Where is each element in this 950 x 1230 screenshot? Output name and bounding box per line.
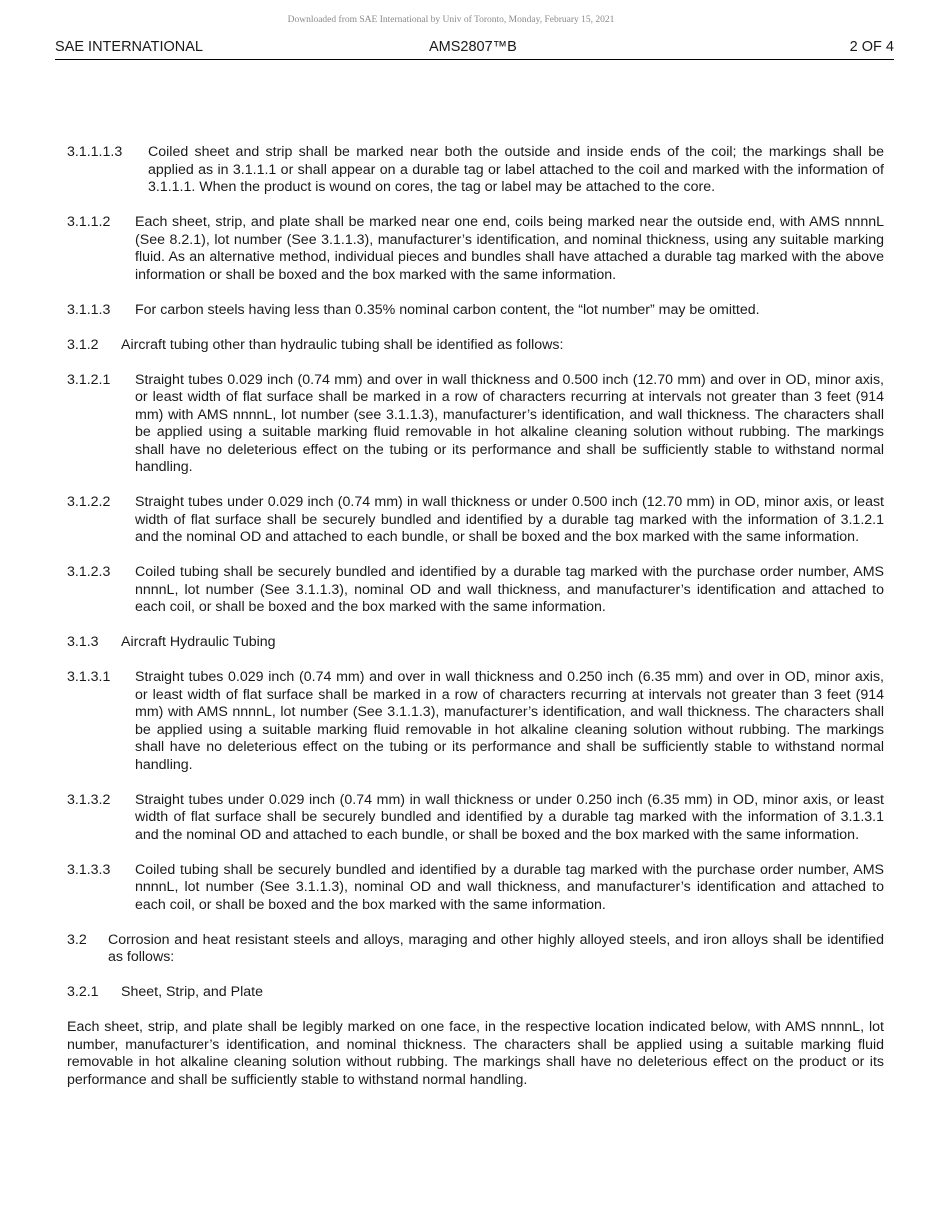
section-3-1-2-2 [67,494,884,547]
section-3-1-3-2 [67,792,884,845]
section-3-2-1 [67,984,884,1002]
section-number: 3.1.3.2 [67,791,111,808]
section-heading: Sheet, Strip, and Plate [121,984,263,1000]
header-page-number: 2 OF 4 [849,39,894,55]
download-watermark: Downloaded from SAE International by Univ of Toronto, Monday, February 15, 2021 [287,15,615,25]
section-text: Coiled tubing shall be securely bundled and identified by a durable tag marked with the purchase order number, AMS nnnnL, lot number (See 3.1.1.3), nominal OD and wall thickness, and manufacturer’s identification and attached to each coil, or shall be boxed and the box marked with the same information. [135,564,884,615]
section-number: 3.2 [67,931,87,948]
section-number: 3.1.1.3 [67,301,111,318]
section-heading: Aircraft Hydraulic Tubing [121,634,276,650]
section-number: 3.1.1.1.3 [67,144,123,160]
section-heading: Aircraft tubing other than hydraulic tubing shall be identified as follows: [121,336,564,353]
section-number: 3.1.3.3 [67,861,111,878]
section-text: Coiled sheet and strip shall be marked near both the outside and inside ends of the coil; the markings shall be applied as in 3.1.1.1 or shall appear on a durable tag or label attached to the coil and marked with the information of 3.1.1.1. When the product is wound on cores, the tag or label may be attached to the core. [148,144,884,195]
section-text: Straight tubes under 0.029 inch (0.74 mm) in wall thickness or under 0.500 inch (12.70 mm) in OD, minor axis, or least width of flat surface shall be securely bundled and identified by a durable tag marked with the information of 3.1.2.1 and the nominal OD and attached to each bundle, or shall be boxed and the box marked with the same information. [135,494,884,545]
header-document-number: AMS2807™B [429,39,517,55]
section-3-1-1-1-3 [67,144,884,197]
section-text: Straight tubes 0.029 inch (0.74 mm) and over in wall thickness and 0.500 inch (12.70 mm) and over in OD, minor axis, or least width of flat surface shall be marked in a row of characters recurring at intervals not greater than 3 feet (914 mm) with AMS nnnnL, lot number (see 3.1.1.3), manufacturer’s identification, and wall thickness. The characters shall be applied using a suitable marking fluid removable in hot alkaline cleaning solution without rubbing. The markings shall have no deleterious effect on the tubing or its performance and shall be sufficiently stable to withstand normal handling. [135,371,884,475]
page-header [55,38,894,60]
section-3-2 [67,932,884,967]
section-number: 3.1.3 [67,634,99,650]
section-3-1-1-3 [67,302,884,320]
section-3-1-2 [67,337,884,355]
section-number: 3.2.1 [67,984,99,1000]
section-number: 3.1.1.2 [67,214,111,230]
header-organization: SAE INTERNATIONAL [55,39,203,55]
section-3-1-3-3 [67,862,884,915]
section-3-1-1-2 [67,214,884,284]
section-text: Straight tubes under 0.029 inch (0.74 mm) in wall thickness or under 0.250 inch (6.35 mm) in OD, minor axis, or least width of flat surface shall be securely bundled and identified by a durable tag marked with the information of 3.1.3.1 and the nominal OD and attached to each bundle, or shall be boxed and the box marked with the same information. [135,791,884,843]
section-3-1-2-3 [67,564,884,617]
section-text: Corrosion and heat resistant steels and alloys, maraging and other highly alloyed steels, and iron alloys shall be identified as follows: [108,931,884,965]
document-body [67,144,884,1089]
section-number: 3.1.3.1 [67,669,111,685]
section-number: 3.1.2.2 [67,494,111,510]
section-text: Coiled tubing shall be securely bundled and identified by a durable tag marked with the purchase order number, AMS nnnnL, lot number (See 3.1.1.3), nominal OD and wall thickness, and manufacturer’s identification and attached to each coil, or shall be boxed and the box marked with the same information. [135,861,884,913]
section-3-1-3-1 [67,669,884,774]
closing-paragraph: Each sheet, strip, and plate shall be legibly marked on one face, in the respective location indicated below, with AMS nnnnL, lot number, manufacturer’s identification, and nominal thickness. The characters shall be applied using a suitable marking fluid removable in hot alkaline cleaning solution without rubbing. The markings shall have no deleterious effect on the product or its performance and shall be sufficiently stable to withstand normal handling. [67,1019,884,1088]
section-number: 3.1.2.1 [67,371,111,388]
section-3-1-2-1 [67,372,884,477]
section-number: 3.1.2 [67,336,99,353]
section-text: For carbon steels having less than 0.35% nominal carbon content, the “lot number” may be omitted. [135,301,760,318]
section-text: Each sheet, strip, and plate shall be marked near one end, coils being marked near the outside end, with AMS nnnnL (See 8.2.1), lot number (See 3.1.1.3), manufacturer’s identification, and nominal thickness, using any suitable marking fluid. As an alternative method, individual pieces and bundles shall have attached a durable tag marked with the above information or shall be boxed and the box marked with the same information. [135,214,884,283]
section-text: Straight tubes 0.029 inch (0.74 mm) and over in wall thickness and 0.250 inch (6.35 mm) and over in OD, minor axis, or least width of flat surface shall be marked in a row of characters recurring at intervals not greater than 3 feet (914 mm) with AMS nnnnL, lot number (See 3.1.1.3), manufacturer’s identification, and wall thickness. The characters shall be applied using a suitable marking fluid removable in hot alkaline cleaning solution without rubbing. The markings shall have no deleterious effect on the tubing or its performance and shall be sufficiently stable to withstand normal handling. [135,669,884,773]
section-3-1-3 [67,634,884,652]
section-number: 3.1.2.3 [67,564,111,580]
